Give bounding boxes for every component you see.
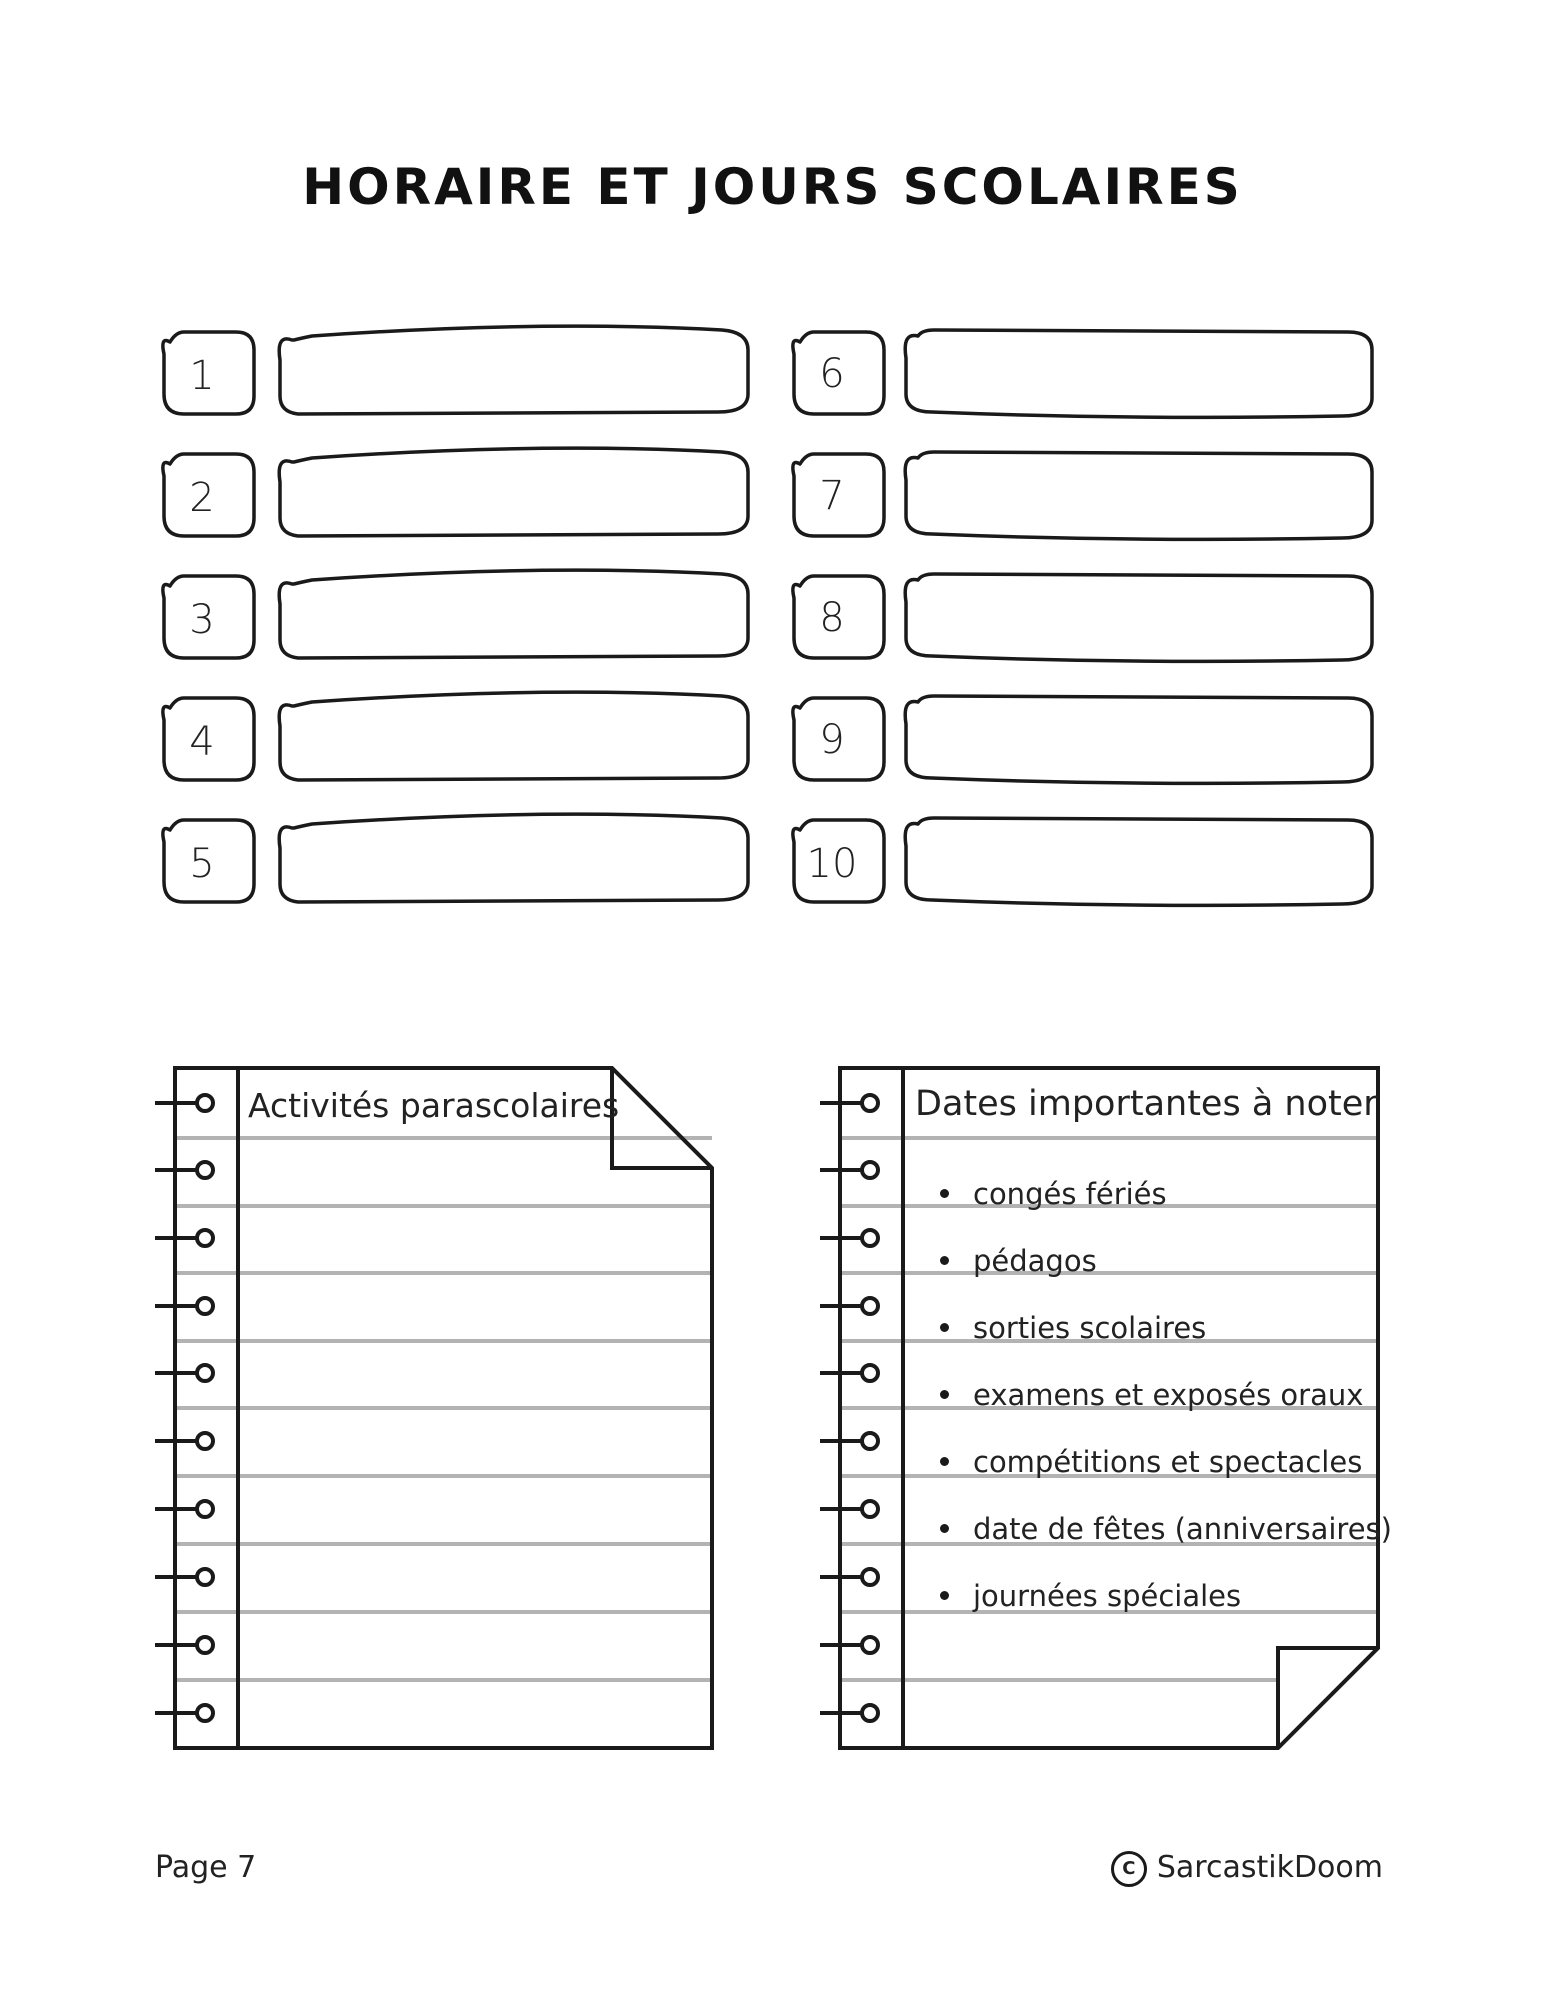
brand-name: SarcastikDoom xyxy=(1156,1850,1383,1885)
list-item: pédagos xyxy=(940,1227,1392,1294)
slot-number-4: 4 xyxy=(189,719,215,765)
important-dates-list xyxy=(940,1160,1392,1629)
notepad-right-title: Dates importantes à noter xyxy=(915,1084,1378,1124)
brand-credit xyxy=(1111,1850,1383,1887)
bullet-icon xyxy=(940,1524,949,1533)
page-number: Page 7 xyxy=(155,1850,257,1885)
notepad-left-title: Activités parascolaires xyxy=(248,1086,620,1125)
list-item: sorties scolaires xyxy=(940,1294,1392,1361)
notepad-left-lines xyxy=(175,1138,712,1680)
slot-number-9: 9 xyxy=(819,717,845,763)
slot-number-1: 1 xyxy=(189,353,215,399)
slot-number-6: 6 xyxy=(819,351,845,397)
list-item: journées spéciales xyxy=(940,1562,1392,1629)
slot-number-10: 10 xyxy=(806,841,858,887)
slot-number-5: 5 xyxy=(189,841,215,887)
slot-number-2: 2 xyxy=(189,475,215,521)
bullet-icon xyxy=(940,1457,949,1466)
bullet-icon xyxy=(940,1189,949,1198)
notepad-left xyxy=(155,1068,712,1748)
list-item: compétitions et spectacles xyxy=(940,1428,1392,1495)
bullet-icon xyxy=(940,1323,949,1332)
slot-number-8: 8 xyxy=(819,595,845,641)
slot-number-3: 3 xyxy=(189,597,215,643)
list-item: congés fériés xyxy=(940,1160,1392,1227)
bullet-icon xyxy=(940,1591,949,1600)
slot-number-7: 7 xyxy=(819,473,845,519)
list-item: examens et exposés oraux xyxy=(940,1361,1392,1428)
page-title: HORAIRE ET JOURS SCOLAIRES xyxy=(302,158,1243,216)
bullet-icon xyxy=(940,1390,949,1399)
bullet-icon xyxy=(940,1256,949,1265)
list-item: date de fêtes (anniversaires) xyxy=(940,1495,1392,1562)
copyright-icon: C xyxy=(1111,1851,1147,1887)
